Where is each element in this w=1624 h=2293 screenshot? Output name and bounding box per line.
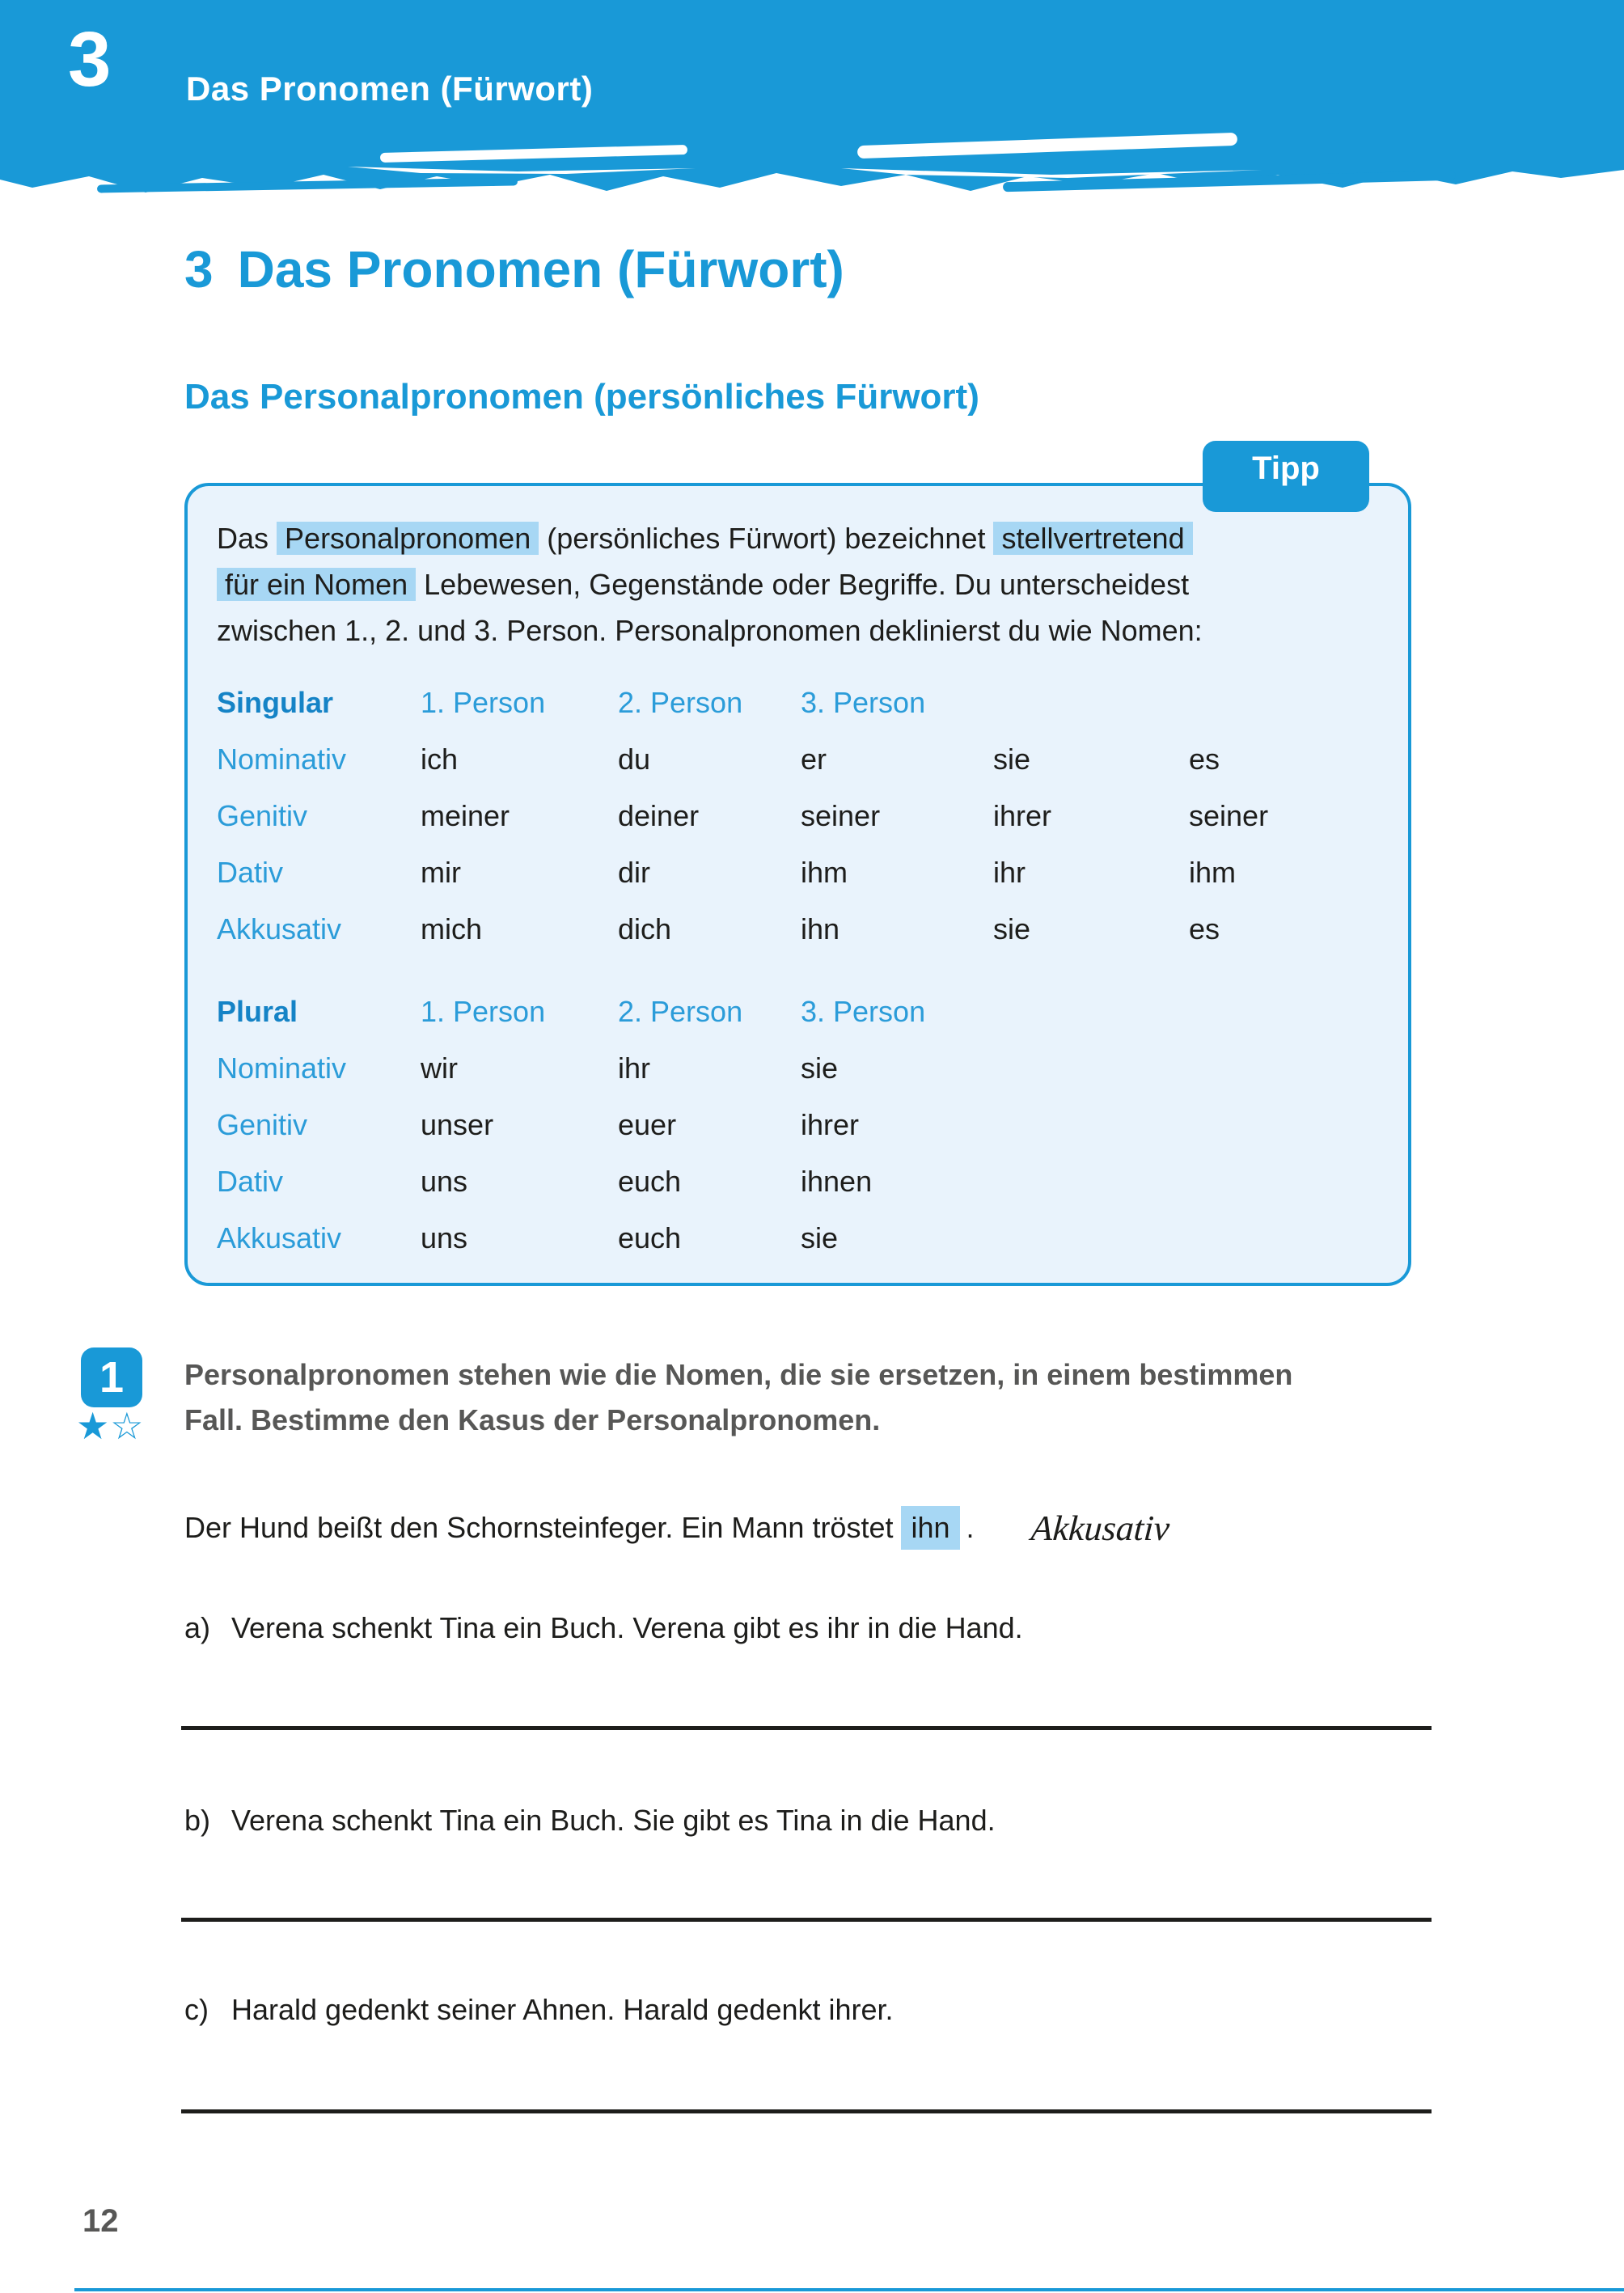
pronoun-cell: unser [421,1108,494,1141]
page-number: 12 [82,2203,119,2239]
person-header: 1. Person [421,995,546,1028]
pronoun-cell: ihm [801,856,848,889]
pronoun-cell: er [801,742,827,776]
section-subtitle: Das Personalpronomen (persönliches Fürwort) [184,377,979,417]
highlighted-pronoun: ihn [901,1506,959,1550]
pronoun-cell: deiner [618,799,700,832]
item-text: Verena schenkt Tina ein Buch. Sie gibt es Tina in die Hand. [231,1804,996,1837]
tip-intro-line [217,515,1376,561]
intro-text: zwischen 1., 2. und 3. Person. Personalpronomen deklinierst du wie Nomen: [217,614,1203,647]
case-label: Akkusativ [217,912,342,946]
star-filled-icon: ★ [76,1405,111,1447]
pronoun-cell: euch [618,1165,682,1198]
table-row [217,1097,1376,1153]
person-header: 2. Person [618,686,743,719]
pronoun-cell: uns [421,1221,468,1254]
pronoun-cell: es [1189,912,1220,946]
table-title: Singular [217,686,334,719]
pronoun-cell: seiner [1189,799,1269,832]
pronoun-cell: ihm [1189,856,1237,889]
instruction-line: Fall. Bestimme den Kasus der Personalpronomen. [184,1403,881,1436]
answer-line [181,1726,1432,1730]
table-title: Plural [217,995,298,1028]
case-label: Nominativ [217,742,347,776]
person-header: 3. Person [801,995,926,1028]
tip-box [184,451,1411,1286]
pronoun-cell: ihn [801,912,840,946]
star-outline-icon: ☆ [110,1405,145,1447]
exercise-instruction [184,1352,1446,1443]
intro-text: (persönliches Fürwort) bezeichnet [539,522,994,555]
pronoun-cell: seiner [801,799,881,832]
example-sentence [184,1506,1169,1550]
header-title: Das Pronomen (Fürwort) [186,70,594,108]
pronoun-cell: sie [801,1051,839,1085]
person-header: 1. Person [421,686,546,719]
handwritten-answer: Akkusativ [1029,1508,1171,1548]
page-title [184,239,844,299]
case-label: Akkusativ [217,1221,342,1254]
item-letter: c) [184,1993,209,2026]
person-header: 3. Person [801,686,926,719]
pronoun-cell: ihrer [801,1108,860,1141]
declension-table-singular [217,675,1376,958]
pronoun-cell: sie [993,742,1031,776]
table-row [217,1153,1376,1210]
pronoun-cell: ihr [993,856,1026,889]
exercise-item-a [184,1611,1023,1645]
answer-line [181,2109,1432,2113]
pronoun-cell: dich [618,912,672,946]
exercise-number-badge: 1 [81,1347,142,1407]
pronoun-cell: sie [993,912,1031,946]
item-letter: a) [184,1611,211,1644]
intro-highlight: stellvertretend [993,522,1192,555]
case-label: Genitiv [217,799,308,832]
exercise-item-b [184,1804,996,1838]
intro-highlight: Personalpronomen [277,522,539,555]
answer-line [181,1918,1432,1922]
table-row [217,731,1376,788]
table-row [217,788,1376,844]
table-header-row [217,984,1376,1040]
pronoun-cell: dir [618,856,651,889]
pronoun-cell: ihr [618,1051,651,1085]
pronoun-cell: ich [421,742,459,776]
table-row [217,1210,1376,1267]
declension-table-plural [217,984,1376,1267]
intro-text: Das [217,522,277,555]
pronoun-cell: meiner [421,799,510,832]
pronoun-cell: euer [618,1108,677,1141]
case-label: Dativ [217,856,284,889]
page-title-number: 3 [184,240,214,298]
pronoun-cell: mir [421,856,461,889]
pronoun-cell: ihnen [801,1165,873,1198]
table-row [217,901,1376,958]
pronoun-cell: wir [421,1051,458,1085]
table-row [217,1040,1376,1097]
header-band [0,0,1624,167]
case-label: Dativ [217,1165,284,1198]
pronoun-cell: euch [618,1221,682,1254]
pronoun-cell: es [1189,742,1220,776]
example-text: Der Hund beißt den Schornsteinfeger. Ein Mann tröstet [184,1511,894,1544]
instruction-line: Personalpronomen stehen wie die Nomen, die sie ersetzen, in einem bestimmen [184,1358,1293,1391]
pronoun-cell: ihrer [993,799,1052,832]
footer-rule [74,2288,1624,2291]
exercise-item-c [184,1993,894,2027]
table-row [217,844,1376,901]
example-punctuation: . [966,1511,975,1544]
difficulty-stars [76,1407,145,1445]
pronoun-cell: sie [801,1221,839,1254]
tip-tab: Tipp [1203,441,1369,512]
table-header-row [217,675,1376,731]
item-text: Harald gedenkt seiner Ahnen. Harald gedenkt ihrer. [231,1993,894,2026]
tip-intro-line [217,607,1376,654]
person-header: 2. Person [618,995,743,1028]
item-text: Verena schenkt Tina ein Buch. Verena gibt es ihr in die Hand. [231,1611,1023,1644]
pronoun-cell: mich [421,912,483,946]
header-chapter-number: 3 [68,16,112,103]
intro-highlight: für ein Nomen [217,568,416,601]
page-title-text: Das Pronomen (Fürwort) [237,240,844,298]
item-letter: b) [184,1804,211,1837]
case-label: Nominativ [217,1051,347,1085]
intro-text: Lebewesen, Gegenstände oder Begriffe. Du unterscheidest [416,568,1190,601]
case-label: Genitiv [217,1108,308,1141]
pronoun-cell: uns [421,1165,468,1198]
tip-intro-line [217,561,1376,607]
pronoun-cell: du [618,742,651,776]
